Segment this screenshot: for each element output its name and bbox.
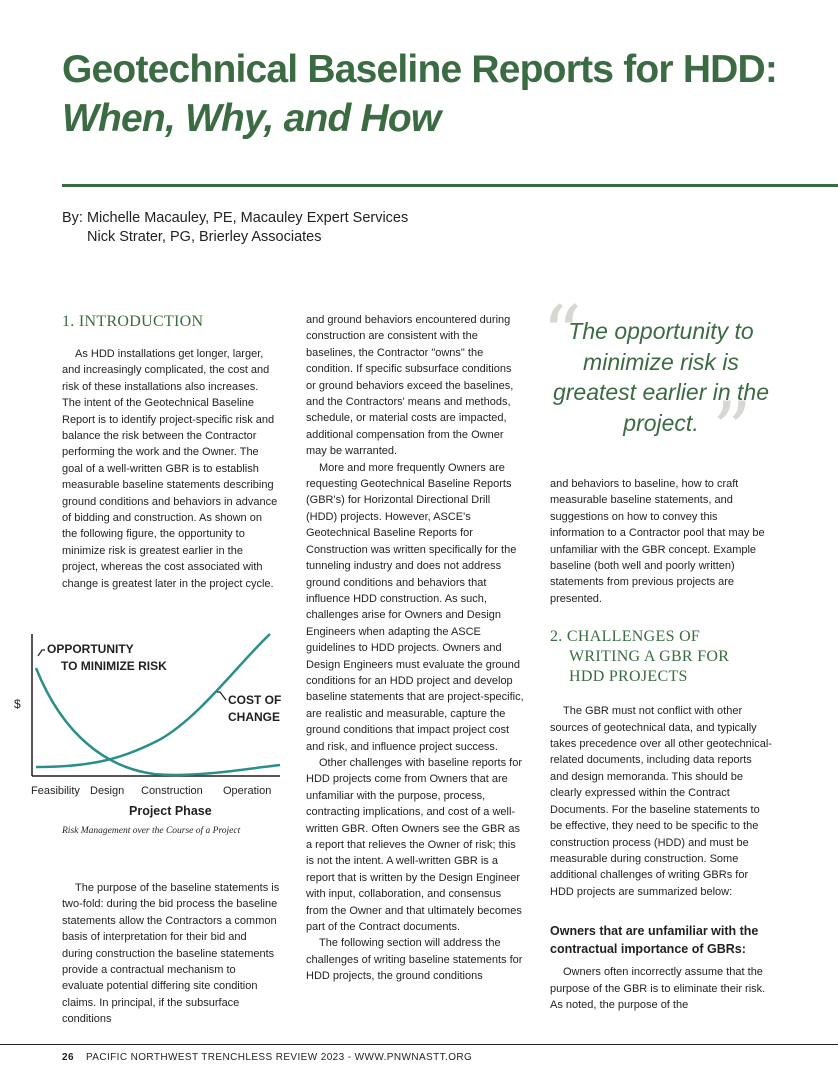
section-heading-challenges-line-3: HDD PROJECTS bbox=[569, 668, 688, 686]
col2-paragraph-1: and ground behaviors encountered during construction are consistent with the baselines, the Contractor "owns" the condition. If specific subsurface conditions or ground behaviors exceed the baselines, and the Contractors' means and methods, schedule, or material costs are impacted, additional compensation from the Owner may be warranted. bbox=[306, 314, 514, 458]
label-cost-line-1: COST OF bbox=[228, 693, 282, 707]
subheading-owners-unfamiliar: Owners that are unfamiliar with the contractual importance of GBRs: bbox=[550, 924, 759, 957]
page-title-line-1: Geotechnical Baseline Reports for HDD: bbox=[62, 48, 778, 91]
column-3 bbox=[550, 476, 772, 1013]
byline-author-1: By: Michelle Macauley, PE, Macauley Expert Services bbox=[62, 210, 409, 226]
label-cost-line-2: CHANGE bbox=[228, 710, 281, 724]
page-number: 26 bbox=[62, 1052, 74, 1063]
risk-chart bbox=[14, 628, 286, 824]
intro-paragraph-2: The purpose of the baseline statements is two-fold: during the bid process the baseline statements allow the Contractors a common basis of interpretation for their bid and during construction the baseline statements provide a contractual mechanism to evaluate potential differing site condition claims. In principal, if the subsurface conditions bbox=[62, 882, 280, 1026]
figure-caption: Risk Management over the Course of a Project bbox=[62, 826, 241, 836]
column-1 bbox=[62, 312, 280, 592]
close-quote-mark: ” bbox=[712, 386, 752, 476]
title-divider bbox=[62, 184, 838, 187]
section-heading-challenges bbox=[550, 627, 772, 687]
label-opportunity-line-2: TO MINIMIZE RISK bbox=[61, 659, 167, 673]
pull-quote: The opportunity to minimize risk is greatest earlier in the project. bbox=[552, 318, 770, 436]
section-heading-challenges-line-1: 2. CHALLENGES OF bbox=[550, 628, 701, 646]
section-heading-challenges-line-2: WRITING A GBR FOR bbox=[569, 648, 730, 666]
page-title-line-2: When, Why, and How bbox=[62, 97, 441, 140]
byline-author-2: Nick Strater, PG, Brierley Associates bbox=[87, 229, 322, 245]
column-2 bbox=[306, 312, 524, 985]
footer-divider bbox=[0, 1044, 838, 1045]
label-opportunity-line-1: OPPORTUNITY bbox=[47, 642, 134, 656]
cost-leader bbox=[217, 692, 226, 700]
x-tick-construction: Construction bbox=[141, 785, 203, 797]
x-tick-design: Design bbox=[90, 785, 125, 797]
page-footer bbox=[62, 1052, 472, 1063]
x-axis-title: Project Phase bbox=[129, 804, 212, 818]
section-heading-introduction: 1. INTRODUCTION bbox=[62, 313, 204, 330]
opportunity-leader bbox=[38, 650, 45, 656]
col3-paragraph-1: and behaviors to baseline, how to craft measurable baseline statements, and suggestions on how to convey this information to a Contractor pool that may be unfamiliar with the GBR concept. Example baseline (both well and poorly written) statements from previous projects are presented. bbox=[550, 478, 765, 605]
col2-paragraph-4: The following section will address the challenges of writing baseline statements for HDD projects, the ground conditions bbox=[306, 937, 523, 983]
col3-paragraph-3: Owners often incorrectly assume that the purpose of the GBR is to eliminate their risk. As noted, the purpose of the bbox=[550, 966, 766, 1011]
col3-paragraph-2: The GBR must not conflict with other sources of geotechnical data, and typically takes precedence over all other geotechnical-related documents, including data reports and design memoranda. This should be clearly expressed within the Contract Documents. For the baseline statements to be effective, they need to be specific to the construction process (HDD) and must be measurable during construction. Some additional challenges of writing GBRs for HDD projects are summarized below: bbox=[550, 705, 772, 898]
col2-paragraph-3: Other challenges with baseline reports for HDD projects come from Owners that are unfamiliar with the purpose, process, contracting implications, and cost of a well-written GBR. Often Owners see the GBR as a report that relieves the Owner of risk; this is not the intent. A well-written GBR is a report that is written by the Design Engineer with input, collaboration, and consensus from the Owner and that ultimately becomes part of the Contract documents. bbox=[306, 756, 522, 934]
x-tick-feasibility: Feasibility bbox=[31, 785, 80, 797]
y-axis-label: $ bbox=[14, 697, 21, 711]
byline bbox=[62, 209, 408, 247]
footer-publication: PACIFIC NORTHWEST TRENCHLESS REVIEW 2023 - WWW.PNWNASTT.ORG bbox=[85, 1052, 473, 1063]
col2-paragraph-2: More and more frequently Owners are requesting Geotechnical Baseline Reports (GBR's) for Horizontal Directional Drill (HDD) projects. However, ASCE's Geotechnical Baseline Reports for Construction was written specifically for the tunneling industry and does not address ground conditions and behaviors that influence HDD construction. As such, challenges arise for Owners and Design Engineers when adapting the ASCE guidelines to HDD projects. Owners and Design Engineers must evaluate the ground conditions for an HDD project and develop baseline statements that are project-specific, are realistic and measurable, capture the ground conditions that impact project cost and risk, and influence project success. bbox=[306, 461, 524, 753]
intro-paragraph-1: As HDD installations get longer, larger, and increasingly complicated, the cost and risk of these installations also increases. The intent of the Geotechnical Baseline Report is to identify project-specific risk and balance the risk between the Contractor performing the work and the Owner. The goal of a well-written GBR is to establish measurable baseline statements describing ground conditions and behaviors in advance of bidding and construction. As shown on the following figure, the opportunity to minimize risk is greatest earlier in the project, whereas the cost associated with change is greatest later in the project cycle. bbox=[62, 348, 278, 590]
open-quote-mark: “ bbox=[542, 290, 582, 380]
column-1-continued bbox=[62, 880, 280, 1028]
x-tick-operation: Operation bbox=[223, 785, 272, 797]
